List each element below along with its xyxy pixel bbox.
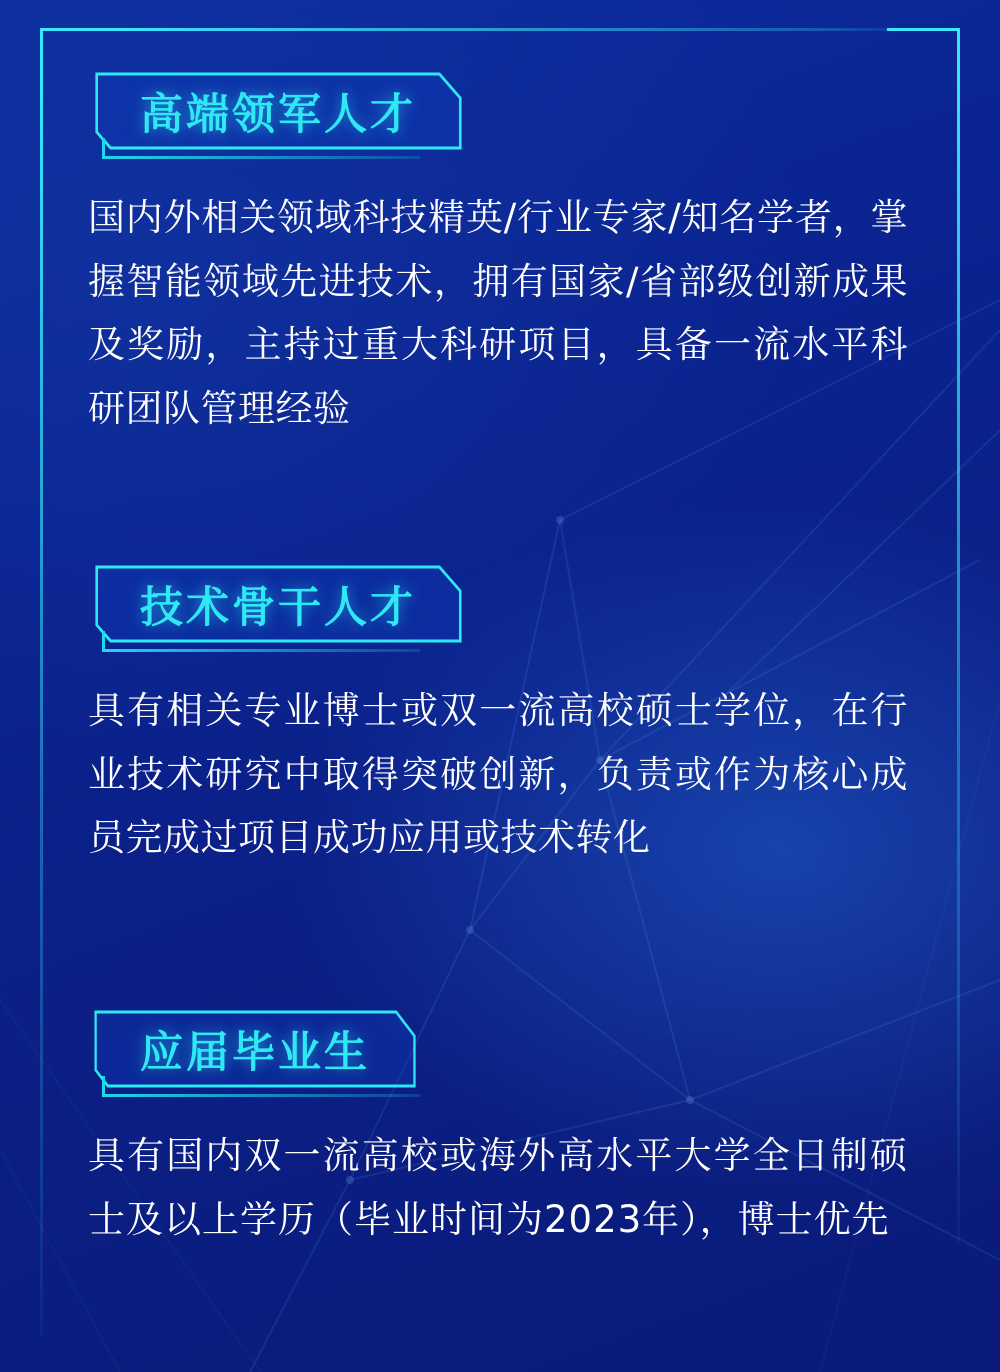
section-high-end-leading-talent	[88, 72, 938, 441]
section-tag	[88, 72, 462, 150]
section-body-text: 具有相关专业博士或双一流高校硕士学位，在行业技术研究中取得突破创新，负责或作为核心成员完成过项目成功应用或技术转化	[88, 689, 908, 860]
section-tag-label: 应届毕业生	[140, 1027, 370, 1078]
tag-underbar	[102, 1094, 420, 1097]
section-tag-wrapper	[88, 72, 462, 150]
section-body-text: 国内外相关领域科技精英/行业专家/知名学者，掌握智能领域先进技术，拥有国家/省部级创新成果及奖励，主持过重大科研项目，具备一流水平科研团队管理经验	[88, 196, 908, 430]
tag-underbar	[102, 156, 420, 159]
section-tag-label: 技术骨干人才	[140, 582, 416, 633]
section-tag-wrapper	[88, 1010, 416, 1088]
section-tag	[88, 565, 462, 643]
section-technical-backbone-talent	[88, 565, 938, 870]
section-tag	[88, 1010, 416, 1088]
section-body-text: 具有国内双一流高校或海外高水平大学全日制硕士及以上学历（毕业时间为2023年），博士优先	[88, 1134, 908, 1241]
frame-corner-top-right	[887, 28, 960, 67]
section-tag-wrapper	[88, 565, 462, 643]
section-tag-label: 高端领军人才	[140, 89, 416, 140]
tag-underbar	[102, 649, 420, 652]
section-fresh-graduates	[88, 1010, 938, 1251]
